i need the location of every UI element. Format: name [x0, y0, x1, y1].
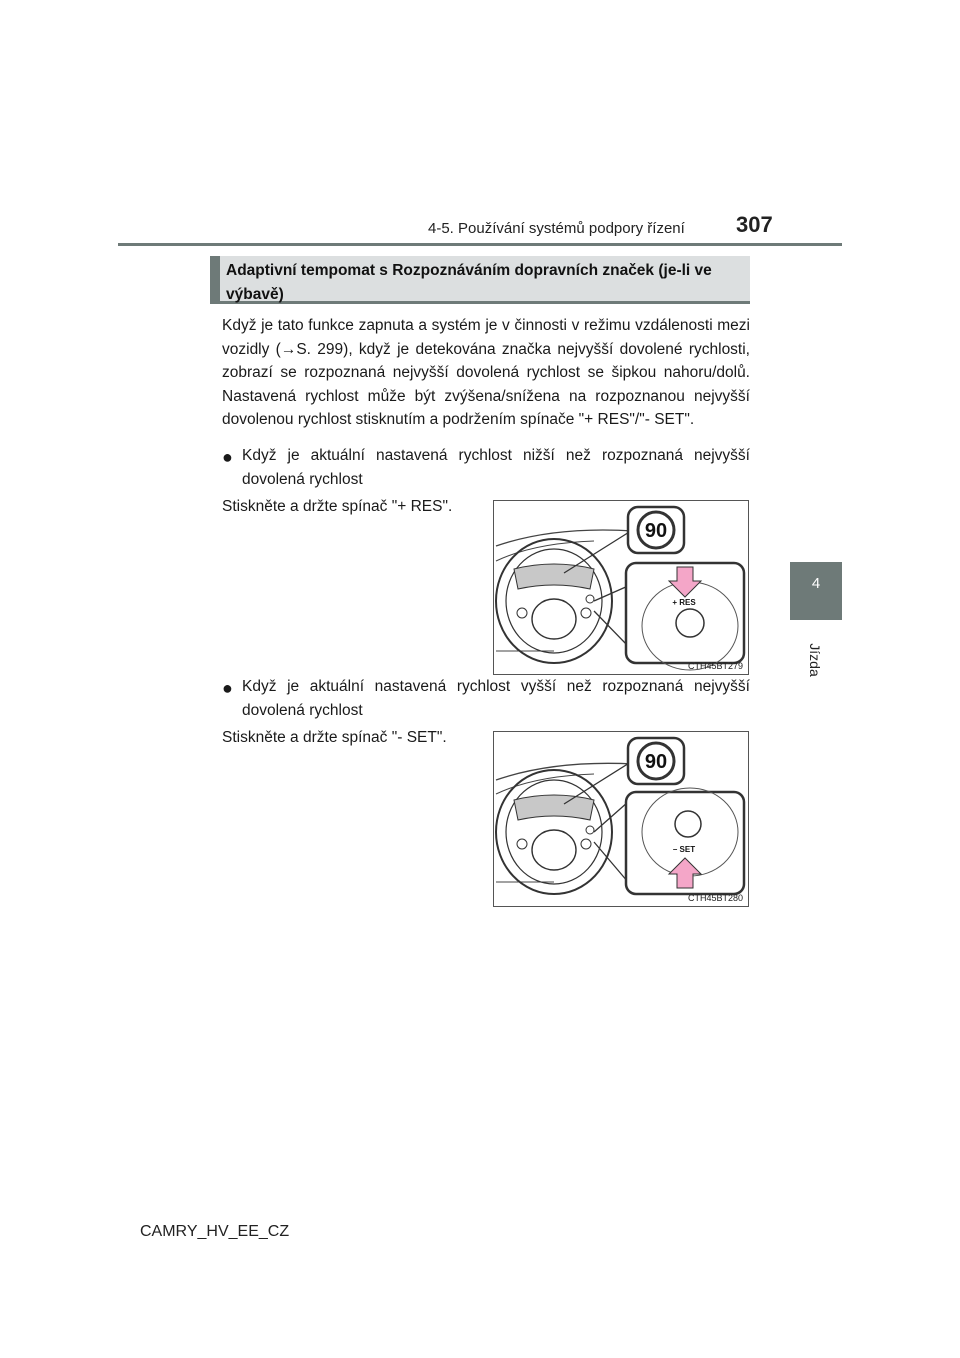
footer-document-code: CAMRY_HV_EE_CZ — [140, 1223, 290, 1240]
chapter-number: 4 — [811, 575, 821, 592]
chapter-label: Jízda — [807, 643, 823, 677]
speed-sign-value: 90 — [644, 520, 668, 542]
switch-label: + RES — [672, 598, 696, 607]
body-paragraph: Když je tato funkce zapnuta a systém je v činnosti v režimu vzdálenosti mezi vozidly (→S. 299), když je detekována značka nejvyšší dovolené rychlosti, zobrazí se rozpoznaná nejvyšší dovolená rychlost se šipkou nahoru/dolů. Nastavená rychlost může být zvýšena/snížena na rozpoznanou nejvyšší dovolenou rychlost stisknutím a podržením spínače "+ RES"/"- SET". — [222, 317, 750, 428]
figure-set-switch — [493, 731, 749, 907]
header-section-title: 4-5. Používání systémů podpory řízení — [428, 220, 685, 237]
figure-res-switch — [493, 500, 749, 675]
instruction-text: Stiskněte a držte spínač "+ RES". — [222, 498, 453, 515]
instruction-text: Stiskněte a držte spínač "- SET". — [222, 729, 447, 746]
bullet-symbol: ● — [222, 678, 233, 698]
bullet-text: Když je aktuální nastavená rychlost vyšší než rozpoznaná nejvyšší dovolená rychlost — [242, 678, 750, 719]
steering-wheel-illustration — [494, 732, 748, 906]
steering-wheel-illustration — [494, 501, 748, 674]
section-title: Adaptivní tempomat s Rozpoznáváním dopravních značek (je-li ve výbavě) — [226, 262, 712, 303]
speed-sign-value: 90 — [644, 751, 668, 773]
bullet-text: Když je aktuální nastavená rychlost nižší než rozpoznaná nejvyšší dovolená rychlost — [242, 447, 750, 488]
page-number: 307 — [736, 212, 773, 237]
figure-code: CTH45BT280 — [687, 893, 743, 903]
figure-code: CTH45BT279 — [687, 661, 743, 671]
bullet-symbol: ● — [222, 447, 233, 467]
switch-label: – SET — [672, 845, 696, 854]
header-rule — [118, 243, 842, 246]
